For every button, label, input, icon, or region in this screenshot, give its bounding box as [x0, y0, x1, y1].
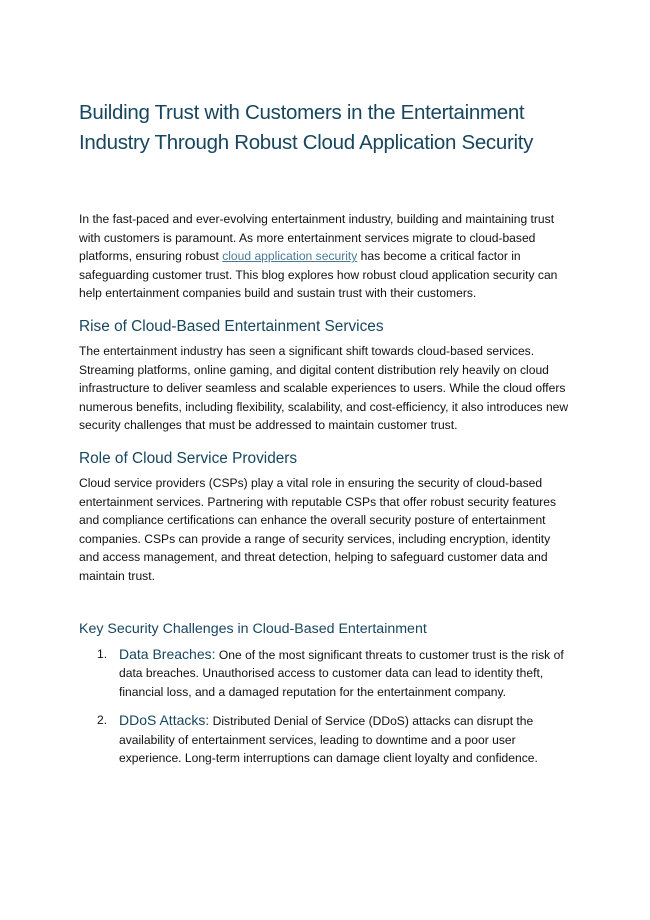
section-body-rise: The entertainment industry has seen a significant shift towards cloud-based services. Streaming platforms, online gaming, and digital content distribution rely heavily on cloud infrastructure to deliver seamless and scalable experiences to users. While the cloud offers numerous benefits, including flexibility, scalability, and cost-efficiency, it also introduces new security challenges that must be addressed to maintain customer trust.	[79, 343, 569, 433]
intro-text-after-link: has become a critical factor in safeguarding customer trust. This blog explores how robust cloud application security can help entertainment companies build and sustain trust with their customers.	[79, 249, 558, 301]
cloud-application-security-link[interactable]: cloud application security	[222, 249, 358, 264]
section-heading-role: Role of Cloud Service Providers	[79, 449, 298, 467]
list-item	[79, 711, 569, 768]
list-item-number: 2.	[97, 713, 108, 728]
intro-paragraph	[79, 210, 569, 303]
list-item-text: Distributed Denial of Service (DDoS) attacks can disrupt the availability of entertainment services, leading to downtime and a poor user experience. Long-term interruptions can damage client loyalty and confidence.	[119, 714, 538, 766]
challenges-list	[79, 645, 569, 769]
list-item-text: One of the most significant threats to customer trust is the risk of data breaches. Unauthorised access to customer data can lead to identity theft, financial loss, and a damaged reputation for the entertainment company.	[119, 647, 564, 699]
list-item-number: 1.	[97, 646, 108, 661]
document-content	[79, 98, 569, 768]
list-item-term: Data Breaches:	[119, 645, 216, 662]
challenges-heading: Key Security Challenges in Cloud-Based Entertainment	[79, 620, 427, 637]
list-item	[79, 645, 569, 702]
page-title: Building Trust with Customers in the Entertainment Industry Through Robust Cloud Application Security	[79, 101, 534, 154]
intro-text-before-link: In the fast-paced and ever-evolving entertainment industry, building and maintaining trust with customers is paramount. As more entertainment services migrate to cloud-based platforms, ensuring robust	[79, 212, 555, 264]
section-body-role: Cloud service providers (CSPs) play a vital role in ensuring the security of cloud-based entertainment services. Partnering with reputable CSPs that offer robust security features and compliance certifications can enhance the overall security posture of entertainment companies. CSPs can provide a range of security services, including encryption, identity and access management, and threat detection, helping to safeguard customer data and maintain trust.	[79, 475, 557, 583]
section-heading-rise: Rise of Cloud-Based Entertainment Services	[79, 317, 384, 335]
list-item-term: DDoS Attacks:	[119, 712, 210, 729]
